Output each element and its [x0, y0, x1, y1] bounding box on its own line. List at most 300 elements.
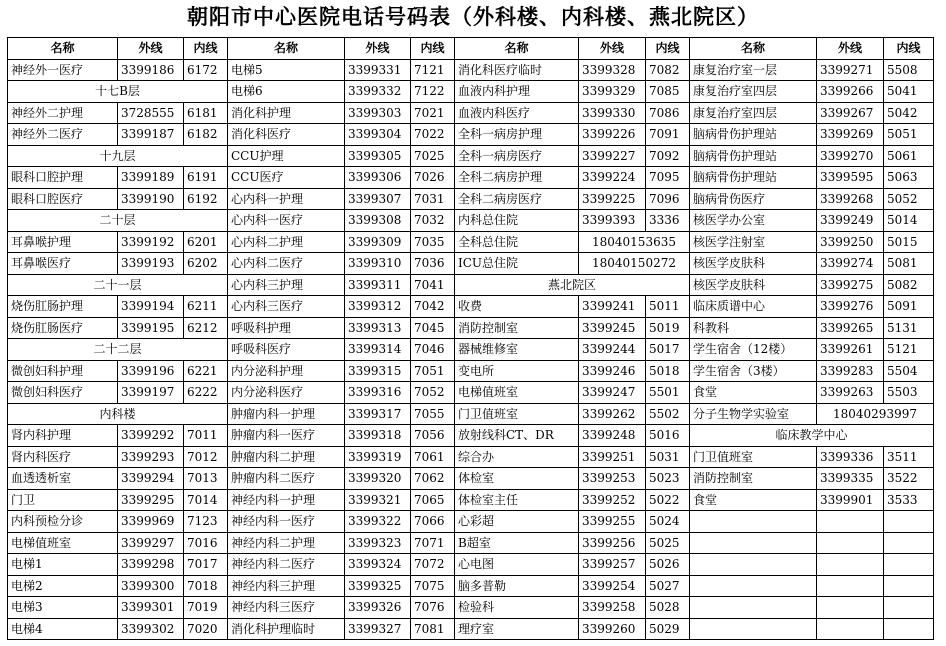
outside-line: 3399283 [817, 360, 884, 382]
department-name: 呼吸科医疗 [228, 339, 345, 361]
outside-line: 3399251 [579, 446, 646, 468]
col-name-header: 名称 [8, 38, 118, 60]
extension: 7051 [411, 360, 455, 382]
department-name [690, 511, 817, 533]
department-name: 血液内科护理 [455, 81, 579, 103]
department-name: 门卫值班室 [455, 403, 579, 425]
table-row [8, 145, 934, 167]
outside-line: 3399301 [118, 597, 184, 619]
phone-directory-table [7, 37, 934, 640]
department-name: 神经内科一医疗 [228, 511, 345, 533]
extension: 6212 [184, 317, 228, 339]
outside-line [817, 554, 884, 576]
outside-line: 3399268 [817, 188, 884, 210]
department-name: B超室 [455, 532, 579, 554]
table-row [8, 360, 934, 382]
department-name: 食堂 [690, 382, 817, 404]
outside-line: 3399321 [345, 489, 411, 511]
extension: 7020 [184, 618, 228, 640]
department-name [690, 554, 817, 576]
outside-line: 3399306 [345, 167, 411, 189]
department-name: 全科二病房医疗 [455, 188, 579, 210]
outside-line: 3399197 [118, 382, 184, 404]
table-row [8, 403, 934, 425]
table-row [8, 575, 934, 597]
outside-line: 3399271 [817, 59, 884, 81]
outside-line: 3399194 [118, 296, 184, 318]
outside-line: 3728555 [118, 102, 184, 124]
outside-line: 3399192 [118, 231, 184, 253]
extension: 5027 [646, 575, 690, 597]
outside-line: 3399225 [579, 188, 646, 210]
outside-line: 3399270 [817, 145, 884, 167]
department-name: 心内科二护理 [228, 231, 345, 253]
table-row [8, 188, 934, 210]
extension: 7056 [411, 425, 455, 447]
table-body [8, 59, 934, 640]
extension: 7081 [411, 618, 455, 640]
extension: 7025 [411, 145, 455, 167]
outside-line: 3399276 [817, 296, 884, 318]
table-header-row [8, 38, 934, 60]
outside-line: 3399262 [579, 403, 646, 425]
department-name: 收费 [455, 296, 579, 318]
department-name: 理疗室 [455, 618, 579, 640]
table-row [8, 446, 934, 468]
outside-line [817, 597, 884, 619]
extension: 5063 [884, 167, 934, 189]
extension: 5024 [646, 511, 690, 533]
department-name: 血液内科医疗 [455, 102, 579, 124]
table-row [8, 511, 934, 533]
outside-line: 3399322 [345, 511, 411, 533]
outside-line: 3399247 [579, 382, 646, 404]
outside-line [817, 532, 884, 554]
department-name: 核医学皮肤科 [690, 274, 817, 296]
extension: 6181 [184, 102, 228, 124]
extension: 5026 [646, 554, 690, 576]
outside-line: 3399258 [579, 597, 646, 619]
department-name: 脑病骨伤护理站 [690, 124, 817, 146]
outside-line: 3399336 [817, 446, 884, 468]
extension [884, 597, 934, 619]
extension: 7019 [184, 597, 228, 619]
department-name: 心彩超 [455, 511, 579, 533]
department-name: 消化科护理临时 [228, 618, 345, 640]
extension: 5011 [646, 296, 690, 318]
extension: 6211 [184, 296, 228, 318]
extension: 7018 [184, 575, 228, 597]
department-name: 脑病骨伤护理站 [690, 145, 817, 167]
extension: 5031 [646, 446, 690, 468]
outside-line: 3399969 [118, 511, 184, 533]
outside-line: 3399318 [345, 425, 411, 447]
department-name: 体检室 [455, 468, 579, 490]
department-name: 电梯5 [228, 59, 345, 81]
table-row [8, 274, 934, 296]
department-name: 消化科医疗临时 [455, 59, 579, 81]
outside-line: 3399186 [118, 59, 184, 81]
outside-line: 3399245 [579, 317, 646, 339]
extension: 7062 [411, 468, 455, 490]
outside-line: 3399328 [579, 59, 646, 81]
section-heading: 内科楼 [8, 403, 228, 425]
extension: 7012 [184, 446, 228, 468]
outside-line: 3399393 [579, 210, 646, 232]
department-name [690, 618, 817, 640]
outside-line: 3399224 [579, 167, 646, 189]
outside-line: 3399263 [817, 382, 884, 404]
outside-line: 3399269 [817, 124, 884, 146]
extension: 5502 [646, 403, 690, 425]
department-name: 耳鼻喉医疗 [8, 253, 118, 275]
extension: 6221 [184, 360, 228, 382]
extension: 7072 [411, 554, 455, 576]
department-name: 神经内科三医疗 [228, 597, 345, 619]
department-name: 消化科护理 [228, 102, 345, 124]
outside-line: 3399595 [817, 167, 884, 189]
department-name: 科教科 [690, 317, 817, 339]
extension: 7011 [184, 425, 228, 447]
outside-line: 3399330 [579, 102, 646, 124]
outside-line: 3399246 [579, 360, 646, 382]
outside-line: 3399315 [345, 360, 411, 382]
department-name: 临床质谱中心 [690, 296, 817, 318]
outside-line: 3399298 [118, 554, 184, 576]
department-name: 康复治疗室四层 [690, 81, 817, 103]
extension: 6202 [184, 253, 228, 275]
department-name: 脑病骨伤医疗 [690, 188, 817, 210]
department-name: 微创妇科护理 [8, 360, 118, 382]
col-name-header: 名称 [455, 38, 579, 60]
department-name: 电梯值班室 [8, 532, 118, 554]
department-name [690, 532, 817, 554]
outside-line: 3399302 [118, 618, 184, 640]
extension: 6191 [184, 167, 228, 189]
outside-line: 3399310 [345, 253, 411, 275]
department-name [690, 597, 817, 619]
department-name: CCU医疗 [228, 167, 345, 189]
outside-line: 3399274 [817, 253, 884, 275]
outside-line: 3399319 [345, 446, 411, 468]
department-name: 肾内科护理 [8, 425, 118, 447]
extension: 7026 [411, 167, 455, 189]
extension: 3511 [884, 446, 934, 468]
extension: 7055 [411, 403, 455, 425]
extension [884, 618, 934, 640]
department-name: 心内科三护理 [228, 274, 345, 296]
department-name: 检验科 [455, 597, 579, 619]
outside-line: 3399326 [345, 597, 411, 619]
extension [884, 554, 934, 576]
extension: 7085 [646, 81, 690, 103]
mobile-number: 18040153635 [579, 231, 690, 253]
extension: 7042 [411, 296, 455, 318]
extension: 5015 [884, 231, 934, 253]
extension: 7046 [411, 339, 455, 361]
table-row [8, 339, 934, 361]
extension: 6222 [184, 382, 228, 404]
department-name: ICU总住院 [455, 253, 579, 275]
extension: 7091 [646, 124, 690, 146]
extension: 7014 [184, 489, 228, 511]
outside-line: 3399327 [345, 618, 411, 640]
department-name: 脑多普勒 [455, 575, 579, 597]
extension: 5025 [646, 532, 690, 554]
page-title: 朝阳市中心医院电话号码表（外科楼、内科楼、燕北院区） [187, 4, 759, 29]
table-row [8, 532, 934, 554]
department-name: 肿瘤内科二护理 [228, 446, 345, 468]
extension: 6182 [184, 124, 228, 146]
outside-line: 3399313 [345, 317, 411, 339]
department-name: 耳鼻喉护理 [8, 231, 118, 253]
department-name: 核医学注射室 [690, 231, 817, 253]
extension: 5503 [884, 382, 934, 404]
outside-line: 3399250 [817, 231, 884, 253]
department-name: 电梯6 [228, 81, 345, 103]
extension: 5041 [884, 81, 934, 103]
extension: 7123 [184, 511, 228, 533]
extension: 7075 [411, 575, 455, 597]
outside-line: 3399901 [817, 489, 884, 511]
extension: 5081 [884, 253, 934, 275]
department-name: 核医学办公室 [690, 210, 817, 232]
outside-line: 3399292 [118, 425, 184, 447]
outside-line: 3399257 [579, 554, 646, 576]
extension: 7071 [411, 532, 455, 554]
table-row [8, 489, 934, 511]
extension: 7013 [184, 468, 228, 490]
section-heading: 临床教学中心 [690, 425, 934, 447]
outside-line: 3399267 [817, 102, 884, 124]
extension: 7096 [646, 188, 690, 210]
extension: 5016 [646, 425, 690, 447]
department-name: 电梯1 [8, 554, 118, 576]
extension: 7032 [411, 210, 455, 232]
outside-line: 3399255 [579, 511, 646, 533]
department-name: 器械维修室 [455, 339, 579, 361]
extension: 7095 [646, 167, 690, 189]
table-row [8, 382, 934, 404]
mobile-number: 18040150272 [579, 253, 690, 275]
table-row [8, 102, 934, 124]
department-name: 眼科口腔医疗 [8, 188, 118, 210]
department-name: 消防控制室 [455, 317, 579, 339]
extension: 7021 [411, 102, 455, 124]
extension [884, 511, 934, 533]
col-outside-line-header: 外线 [345, 38, 411, 60]
extension: 7017 [184, 554, 228, 576]
extension: 5019 [646, 317, 690, 339]
section-heading: 二十一层 [8, 274, 228, 296]
outside-line: 3399187 [118, 124, 184, 146]
outside-line: 3399244 [579, 339, 646, 361]
extension: 7121 [411, 59, 455, 81]
col-outside-line-header: 外线 [579, 38, 646, 60]
outside-line: 3399297 [118, 532, 184, 554]
extension: 7052 [411, 382, 455, 404]
table-row [8, 167, 934, 189]
col-extension-header: 内线 [411, 38, 455, 60]
col-outside-line-header: 外线 [817, 38, 884, 60]
extension: 5051 [884, 124, 934, 146]
department-name: 电梯4 [8, 618, 118, 640]
outside-line: 3399275 [817, 274, 884, 296]
section-heading: 十七B层 [8, 81, 228, 103]
extension: 5504 [884, 360, 934, 382]
department-name: 神经内科一护理 [228, 489, 345, 511]
department-name: CCU护理 [228, 145, 345, 167]
extension: 7122 [411, 81, 455, 103]
outside-line: 3399311 [345, 274, 411, 296]
department-name: 烧伤肛肠护理 [8, 296, 118, 318]
outside-line: 3399324 [345, 554, 411, 576]
outside-line: 3399261 [817, 339, 884, 361]
extension: 3533 [884, 489, 934, 511]
department-name: 肿瘤内科二医疗 [228, 468, 345, 490]
department-name: 放射线科CT、DR [455, 425, 579, 447]
department-name: 内分泌科护理 [228, 360, 345, 382]
department-name: 综合办 [455, 446, 579, 468]
department-name: 内分泌科医疗 [228, 382, 345, 404]
extension: 7082 [646, 59, 690, 81]
outside-line: 3399312 [345, 296, 411, 318]
department-name: 核医学皮肤科 [690, 253, 817, 275]
outside-line: 3399308 [345, 210, 411, 232]
outside-line: 3399305 [345, 145, 411, 167]
department-name: 消防控制室 [690, 468, 817, 490]
outside-line: 3399325 [345, 575, 411, 597]
outside-line: 3399190 [118, 188, 184, 210]
extension: 5023 [646, 468, 690, 490]
extension: 6201 [184, 231, 228, 253]
extension: 5022 [646, 489, 690, 511]
department-name: 神经外二护理 [8, 102, 118, 124]
extension: 3522 [884, 468, 934, 490]
department-name: 神经内科三护理 [228, 575, 345, 597]
extension: 7031 [411, 188, 455, 210]
extension: 5042 [884, 102, 934, 124]
outside-line: 3399293 [118, 446, 184, 468]
department-name: 门卫值班室 [690, 446, 817, 468]
department-name: 内科预检分诊 [8, 511, 118, 533]
outside-line: 3399241 [579, 296, 646, 318]
table-row [8, 468, 934, 490]
extension: 5061 [884, 145, 934, 167]
table-row [8, 231, 934, 253]
outside-line [817, 575, 884, 597]
outside-line: 3399317 [345, 403, 411, 425]
extension: 5091 [884, 296, 934, 318]
extension: 7065 [411, 489, 455, 511]
table-row [8, 253, 934, 275]
outside-line: 3399253 [579, 468, 646, 490]
extension: 7076 [411, 597, 455, 619]
outside-line: 3399329 [579, 81, 646, 103]
department-name: 呼吸科护理 [228, 317, 345, 339]
table-row [8, 597, 934, 619]
department-name: 心电图 [455, 554, 579, 576]
department-name: 肾内科医疗 [8, 446, 118, 468]
department-name: 电梯2 [8, 575, 118, 597]
extension: 7036 [411, 253, 455, 275]
outside-line: 3399249 [817, 210, 884, 232]
section-heading: 十九层 [8, 145, 228, 167]
section-heading: 二十二层 [8, 339, 228, 361]
department-name: 心内科二医疗 [228, 253, 345, 275]
table-row [8, 425, 934, 447]
outside-line: 3399227 [579, 145, 646, 167]
outside-line: 3399252 [579, 489, 646, 511]
outside-line: 3399260 [579, 618, 646, 640]
department-name: 食堂 [690, 489, 817, 511]
outside-line: 3399189 [118, 167, 184, 189]
extension: 6172 [184, 59, 228, 81]
extension: 5131 [884, 317, 934, 339]
outside-line: 3399323 [345, 532, 411, 554]
department-name: 体检室主任 [455, 489, 579, 511]
outside-line: 3399294 [118, 468, 184, 490]
department-name: 神经内科二护理 [228, 532, 345, 554]
department-name: 神经内科二医疗 [228, 554, 345, 576]
extension: 6192 [184, 188, 228, 210]
extension: 7041 [411, 274, 455, 296]
extension: 7061 [411, 446, 455, 468]
col-outside-line-header: 外线 [118, 38, 184, 60]
department-name: 神经外一医疗 [8, 59, 118, 81]
table-row [8, 210, 934, 232]
outside-line: 3399335 [817, 468, 884, 490]
extension: 5082 [884, 274, 934, 296]
outside-line: 3399254 [579, 575, 646, 597]
outside-line: 3399226 [579, 124, 646, 146]
department-name: 康复治疗室四层 [690, 102, 817, 124]
extension: 5508 [884, 59, 934, 81]
outside-line: 3399196 [118, 360, 184, 382]
mobile-number: 18040293997 [817, 403, 934, 425]
table-row [8, 554, 934, 576]
extension [884, 532, 934, 554]
outside-line: 3399316 [345, 382, 411, 404]
department-name: 肿瘤内科一护理 [228, 403, 345, 425]
extension: 7022 [411, 124, 455, 146]
department-name: 电梯值班室 [455, 382, 579, 404]
extension: 5014 [884, 210, 934, 232]
department-name: 康复治疗室一层 [690, 59, 817, 81]
department-name: 眼科口腔护理 [8, 167, 118, 189]
outside-line: 3399300 [118, 575, 184, 597]
department-name: 全科一病房护理 [455, 124, 579, 146]
outside-line: 3399332 [345, 81, 411, 103]
department-name: 心内科三医疗 [228, 296, 345, 318]
table-row [8, 296, 934, 318]
table-row [8, 59, 934, 81]
extension: 7066 [411, 511, 455, 533]
department-name: 全科总住院 [455, 231, 579, 253]
department-name: 学生宿舍（3楼） [690, 360, 817, 382]
section-heading: 二十层 [8, 210, 228, 232]
department-name: 神经外二医疗 [8, 124, 118, 146]
outside-line: 3399314 [345, 339, 411, 361]
department-name: 电梯3 [8, 597, 118, 619]
outside-line: 3399266 [817, 81, 884, 103]
extension: 5029 [646, 618, 690, 640]
extension: 7045 [411, 317, 455, 339]
col-name-header: 名称 [690, 38, 817, 60]
extension [884, 575, 934, 597]
col-name-header: 名称 [228, 38, 345, 60]
department-name: 微创妇科医疗 [8, 382, 118, 404]
